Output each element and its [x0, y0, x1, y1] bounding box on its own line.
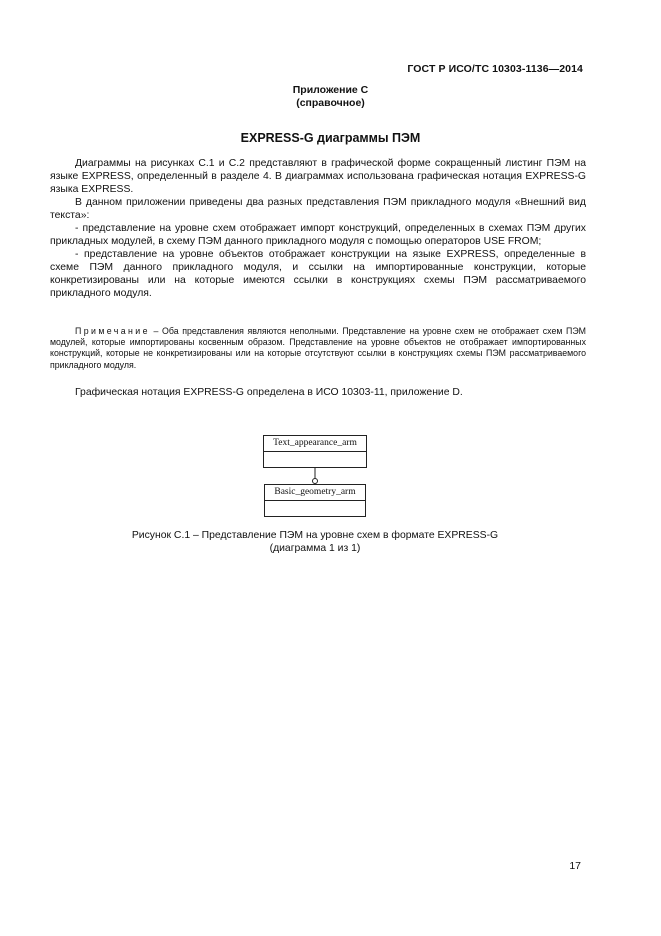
- body-paragraph: - представление на уровне схем отображает импорт конструкций, определенных в схемах ПЭМ других прикладных модулей, в схему ПЭМ данного прикладного модуля с помощью операторов USE FROM;: [50, 223, 586, 247]
- schema-box-text-appearance: [263, 435, 367, 468]
- note-text: – Оба представления являются неполными. Представление на уровне схем не отображает схем ПЭМ модулей, которые импортированы косвенным образом. Представление на уровне объектов не отображает импортированных конструкций, которые не конкретизированы или на которые отсутствуют ссылки в конструкциях схемы ПЭМ рассматриваемого прикладного модуля.: [50, 326, 586, 370]
- reference-text: [50, 386, 586, 399]
- body-text: [50, 157, 586, 300]
- body-paragraph: - представление на уровне объектов отображает конструкции на языке EXPRESS, определенные в схеме ПЭМ данного прикладного модуля, и ссылки на импортированные конструкции, которые конкретизированы или на которые имеются ссылки в конструкциях схемы ПЭМ рассматриваемого прикладного модуля.: [50, 249, 586, 299]
- page-number: 17: [569, 860, 581, 872]
- note-label: Примечание: [75, 326, 150, 336]
- schema-box-label: Basic_geometry_arm: [265, 485, 365, 501]
- figure-caption-line: (диаграмма 1 из 1): [269, 543, 361, 554]
- body-paragraph: В данном приложении приведены два разных представления ПЭМ прикладного модуля «Внешний вид текста»:: [50, 197, 586, 221]
- schema-box-label: Text_appearance_arm: [264, 436, 366, 452]
- section-title: EXPRESS-G диаграммы ПЭМ: [240, 131, 421, 145]
- figure-caption-line: Рисунок С.1 – Представление ПЭМ на уровне схем в формате EXPRESS-G: [131, 530, 499, 541]
- schema-box-basic-geometry: [264, 484, 366, 517]
- figure-caption: [0, 529, 630, 555]
- connector-end-circle: [313, 479, 318, 484]
- reference-paragraph: Графическая нотация EXPRESS-G определена в ИСО 10303-11, приложение D.: [75, 387, 463, 398]
- body-paragraph: Диаграммы на рисунках С.1 и С.2 представляют в графической форме сокращенный листинг ПЭМ на языке EXPRESS, определенный в разделе 4. В диаграммах использована графическая нотация EXPRESS-G языка EXPRESS.: [50, 158, 586, 195]
- appendix-title: Приложение С: [292, 84, 369, 96]
- note-block: [50, 326, 586, 371]
- document-code: ГОСТ Р ИСО/ТС 10303-1136—2014: [407, 63, 583, 75]
- appendix-subtitle: (справочное): [296, 97, 365, 109]
- appendix-heading: [0, 84, 661, 110]
- note-paragraph: [50, 326, 586, 371]
